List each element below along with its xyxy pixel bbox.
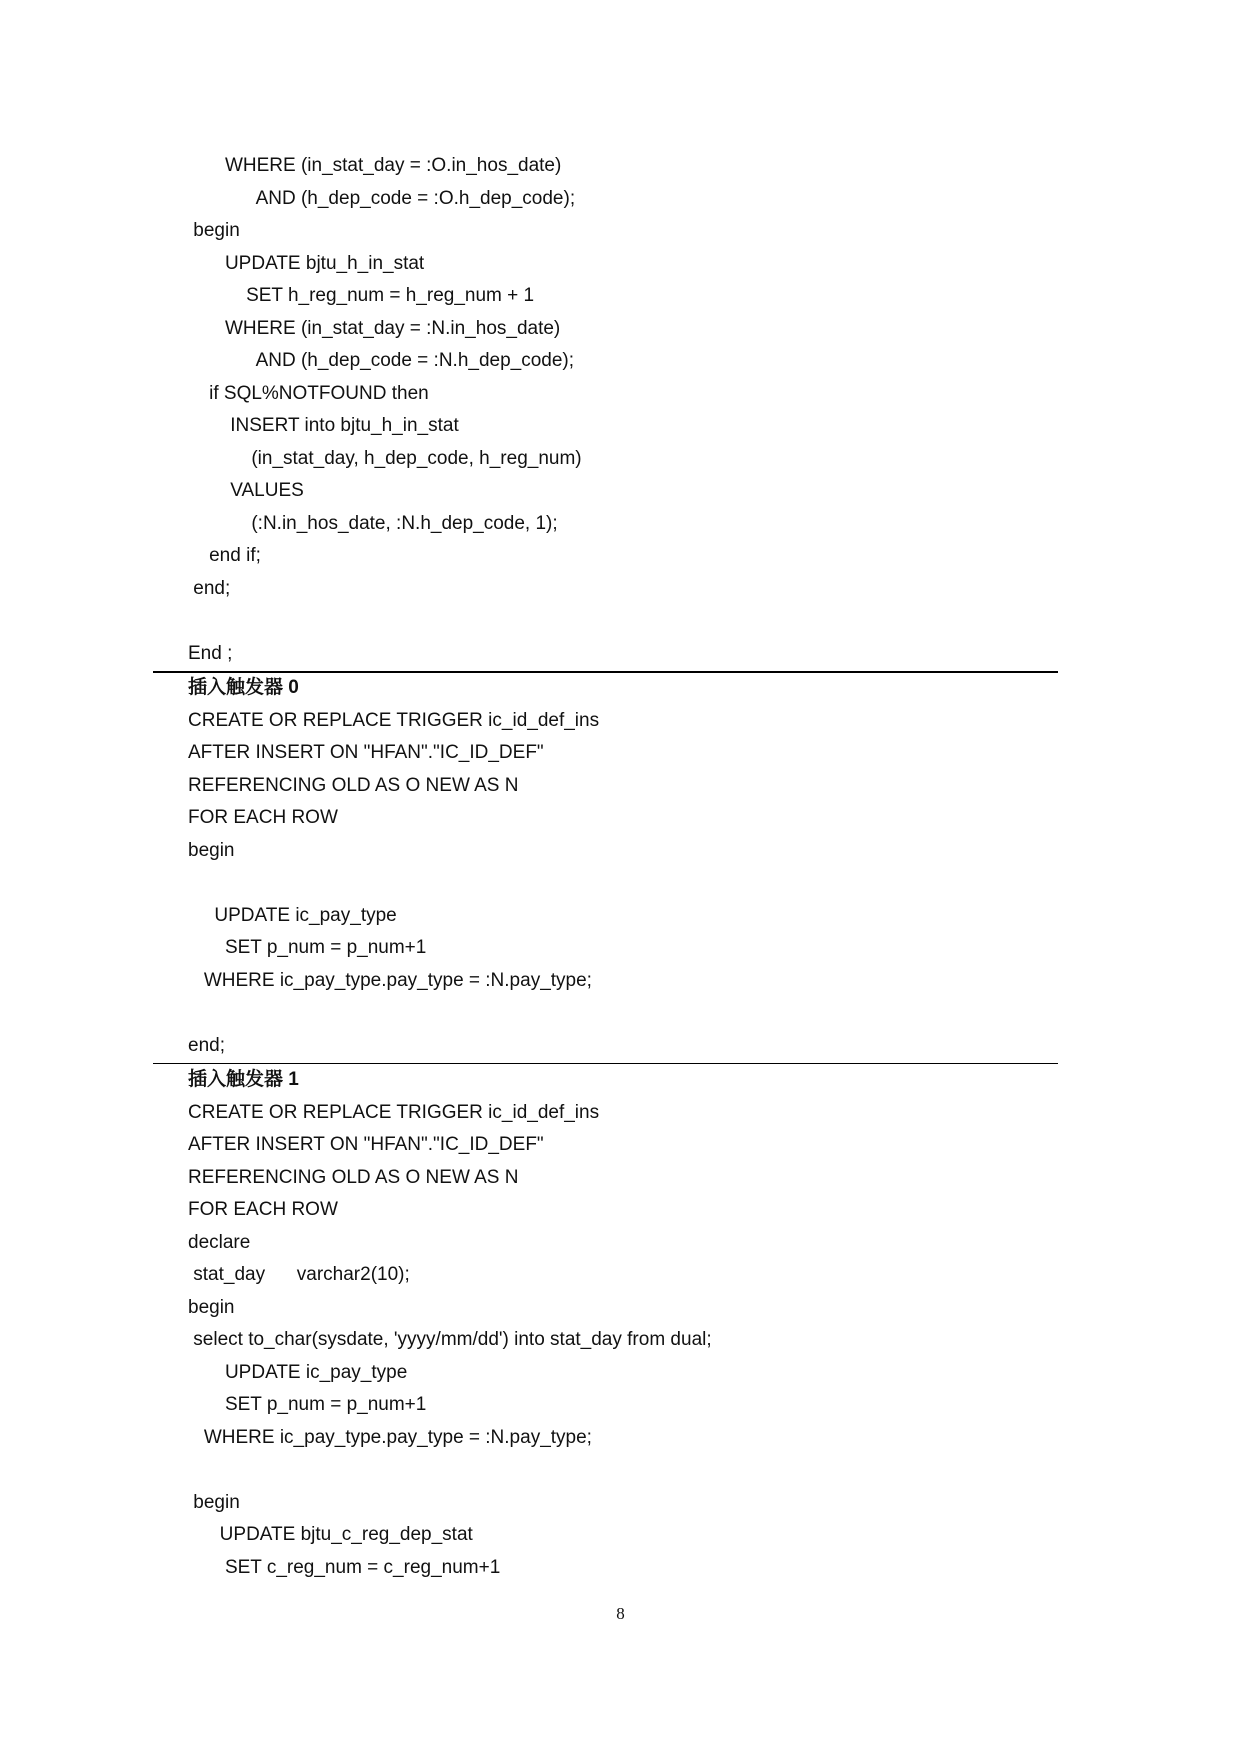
code-block-section-0 [188, 705, 1058, 1063]
code-line: SET h_reg_num = h_reg_num + 1 [188, 285, 535, 306]
code-line: CREATE OR REPLACE TRIGGER ic_id_def_ins [188, 709, 600, 731]
section-heading: 插入触发器 1 [188, 1069, 299, 1090]
section-trigger-0 [188, 672, 1058, 1062]
code-line: declare [188, 1231, 251, 1253]
page-number: 8 [616, 1604, 625, 1623]
code-line: UPDATE ic_pay_type [188, 1361, 408, 1383]
section-heading: 插入触发器 0 [188, 677, 299, 698]
code-line: begin [188, 1296, 235, 1318]
code-line: UPDATE bjtu_c_reg_dep_stat [188, 1524, 473, 1545]
code-line: SET c_reg_num = c_reg_num+1 [188, 1556, 501, 1578]
code-line: if SQL%NOTFOUND then [188, 382, 429, 404]
code-line: end if; [188, 545, 261, 566]
code-line: (in_stat_day, h_dep_code, h_reg_num) [188, 447, 582, 469]
code-line: AFTER INSERT ON "HFAN"."IC_ID_DEF" [188, 742, 544, 763]
code-line: SET p_num = p_num+1 [188, 1394, 427, 1415]
code-line: select to_char(sysdate, 'yyyy/mm/dd') into stat_day from dual; [188, 1329, 712, 1350]
code-line: REFERENCING OLD AS O NEW AS N [188, 774, 519, 796]
code-line: AND (h_dep_code = :O.h_dep_code); [188, 187, 576, 209]
code-line [188, 1454, 1058, 1487]
code-line: REFERENCING OLD AS O NEW AS N [188, 1166, 519, 1188]
code-line: WHERE (in_stat_day = :O.in_hos_date) [188, 155, 562, 176]
code-line: WHERE ic_pay_type.pay_type = :N.pay_type; [188, 1426, 592, 1448]
code-block-top [188, 150, 1058, 670]
code-line: WHERE (in_stat_day = :N.in_hos_date) [188, 317, 561, 339]
code-line: End ; [188, 642, 233, 664]
code-line: WHERE ic_pay_type.pay_type = :N.pay_type; [188, 969, 592, 991]
code-line: begin [188, 839, 235, 861]
code-line: begin [188, 220, 240, 241]
code-line: UPDATE ic_pay_type [188, 904, 397, 926]
code-line [188, 997, 1058, 1030]
code-line: UPDATE bjtu_h_in_stat [188, 252, 425, 274]
code-line [188, 867, 1058, 900]
code-line: end; [188, 577, 231, 599]
code-line: FOR EACH ROW [188, 1199, 338, 1220]
code-line: end; [188, 1034, 225, 1056]
code-line: VALUES [188, 480, 304, 501]
code-line: (:N.in_hos_date, :N.h_dep_code, 1); [188, 512, 558, 534]
code-line: FOR EACH ROW [188, 807, 338, 828]
section-trigger-1 [188, 1064, 1058, 1584]
code-line: begin [188, 1491, 240, 1513]
code-line: INSERT into bjtu_h_in_stat [188, 415, 459, 436]
code-line: SET p_num = p_num+1 [188, 937, 427, 958]
code-line: AFTER INSERT ON "HFAN"."IC_ID_DEF" [188, 1134, 544, 1155]
code-line: CREATE OR REPLACE TRIGGER ic_id_def_ins [188, 1101, 600, 1123]
code-block-section-1 [188, 1097, 1058, 1585]
code-line: AND (h_dep_code = :N.h_dep_code); [188, 350, 575, 371]
code-line: stat_day varchar2(10); [188, 1264, 410, 1285]
code-line [188, 605, 1058, 638]
